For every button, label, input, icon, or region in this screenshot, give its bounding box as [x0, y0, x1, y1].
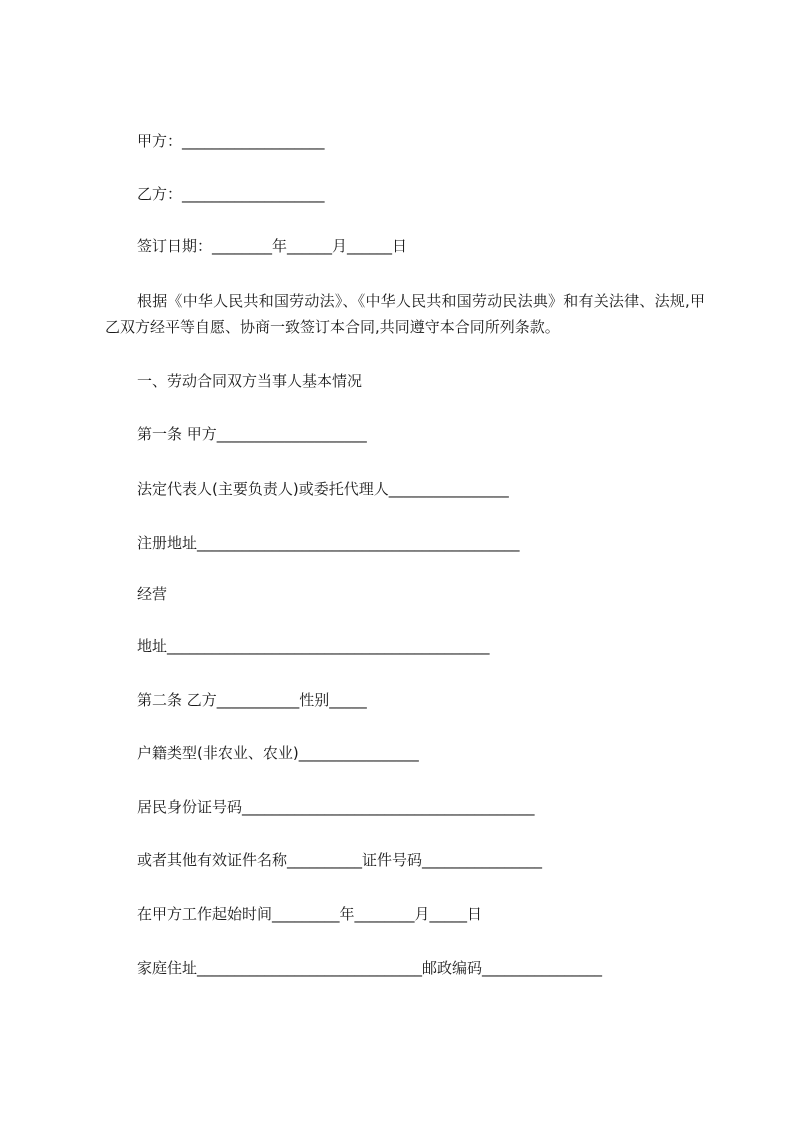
- party-a-field: 甲方：___________________: [137, 132, 325, 150]
- business-address-field: 地址___________________________________________: [137, 637, 490, 655]
- legal-representative-field: 法定代表人(主要负责人)或委托代理人________________: [137, 480, 509, 498]
- article-1-party-a: 第一条 甲方____________________: [137, 425, 367, 443]
- business-label: 经营: [137, 585, 168, 603]
- preamble-paragraph: 根据《中华人民共和国劳动法》、《中华人民共和国劳动民法典》和有关法律、法规,甲乙双方经平等自愿、协商一致签订本合同,共同遵守本合同所列条款。: [105, 292, 705, 336]
- section-1-title: 一、劳动合同双方当事人基本情况: [137, 372, 363, 390]
- article-2-party-b: 第二条 乙方___________性别_____: [137, 691, 367, 709]
- home-address-field: 家庭住址______________________________邮政编码________________: [137, 959, 603, 977]
- party-b-field: 乙方：___________________: [137, 185, 325, 203]
- sign-date-field: 签订日期：________年______月______日: [137, 237, 408, 255]
- work-start-time-field: 在甲方工作起始时间_________年________月_____日: [137, 905, 483, 923]
- id-number-field: 居民身份证号码_______________________________________: [137, 798, 535, 816]
- household-type-field: 户籍类型(非农业、农业)________________: [137, 744, 419, 762]
- other-id-field: 或者其他有效证件名称__________证件号码________________: [137, 851, 543, 869]
- registered-address-field: 注册地址___________________________________________: [137, 534, 520, 552]
